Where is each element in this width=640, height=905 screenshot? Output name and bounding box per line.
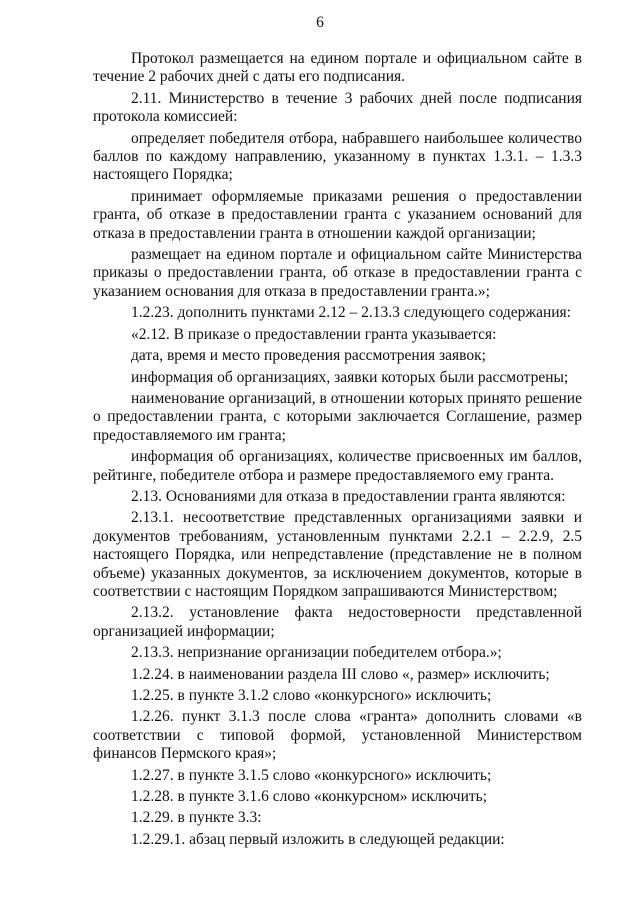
paragraph: 2.11. Министерство в течение 3 рабочих дней после подписания протокола комиссией:	[93, 89, 582, 126]
paragraph: информация об организациях, заявки которых были рассмотрены;	[131, 368, 569, 386]
paragraph: 2.13. Основаниями для отказа в предоставлении гранта являются:	[131, 487, 566, 505]
paragraph: дата, время и место проведения рассмотрения заявок;	[131, 347, 486, 365]
paragraph: 1.2.26. пункт 3.1.3 после слова «гранта» дополнить словами «в соответствии с типовой формой, установленной Министерством финансов Пермского края»;	[93, 708, 582, 763]
paragraph: 1.2.28. в пункте 3.1.6 слово «конкурсном» исключить;	[131, 788, 488, 806]
paragraph: определяет победителя отбора, набравшего наибольшее количество баллов по каждому направлению, указанному в пунктах 1.3.1. – 1.3.3 настоящего Порядка;	[93, 129, 582, 184]
paragraph: 1.2.27. в пункте 3.1.5 слово «конкурсного» исключить;	[131, 766, 492, 784]
paragraph: 1.2.25. в пункте 3.1.2 слово «конкурсного» исключить;	[131, 687, 492, 704]
paragraph: 2.13.3. непризнание организации победителем отбора.»;	[131, 644, 502, 662]
paragraph: 1.2.29.1. абзац первый изложить в следующей редакции:	[131, 830, 505, 848]
paragraph: размещает на едином портале и официальном сайте Министерства приказы о предоставлении гранта, об отказе в предоставлении гранта с указанием основания для отказа в предоставлении гранта.»;	[93, 246, 582, 300]
paragraph: «2.12. В приказе о предоставлении гранта указывается:	[131, 325, 497, 343]
paragraph: 1.2.29. в пункте 3.3:	[131, 809, 262, 827]
document-body	[93, 50, 582, 852]
page-number: 6	[316, 14, 324, 31]
paragraph: 1.2.23. дополнить пунктами 2.12 – 2.13.3 следующего содержания:	[131, 304, 571, 322]
paragraph: информация об организациях, количестве присвоенных им баллов, рейтинге, победителе отбора и размере предоставляемого ему гранта.	[93, 448, 582, 484]
paragraph: 2.13.1. несоответствие представленных организациями заявки и документов требованиям, установленным пунктами 2.2.1 – 2.2.9, 2.5 настоящего Порядка, или непредставление (представление не в полном объеме) указанных документов, за исключением документов, которые в соответствии с настоящим Порядком запрашиваются Министерством;	[93, 509, 582, 600]
paragraph: наименование организаций, в отношении которых принято решение о предоставлении гранта, с которыми заключается Соглашение, размер предоставляемого им гранта;	[93, 389, 582, 444]
paragraph: 2.13.2. установление факта недостоверности представленной организацией информации;	[93, 604, 582, 640]
paragraph: 1.2.24. в наименовании раздела III слово «, размер» исключить;	[131, 665, 550, 683]
paragraph: принимает оформляемые приказами решения о предоставлении гранта, об отказе в предоставлении гранта с указанием оснований для отказа в предоставлении гранта в отношении каждой организации;	[93, 187, 582, 242]
paragraph: Протокол размещается на едином портале и официальном сайте в течение 2 рабочих дней с даты его подписания.	[93, 50, 582, 86]
